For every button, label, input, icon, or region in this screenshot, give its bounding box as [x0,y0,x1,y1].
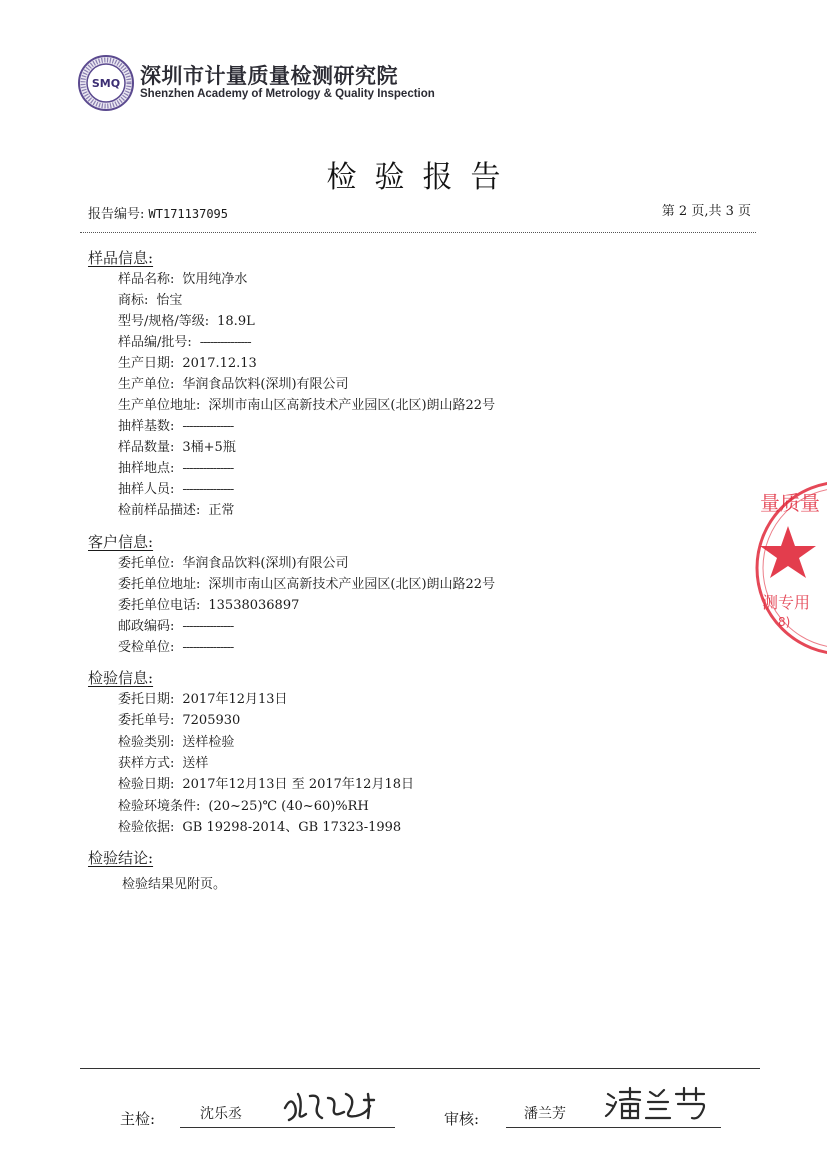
info-row-label: 获样方式: [118,755,175,771]
info-row-label: 生产单位: [118,377,175,392]
inspector-handwritten-signature [280,1086,390,1126]
info-row-value: 3桶+5瓶 [182,440,236,455]
reviewer-signature-line [506,1127,721,1128]
info-row-value: 2017年12月13日 至 2017年12月18日 [182,777,414,793]
info-row-value: 13538036897 [208,598,300,613]
info-row-label: 委托单号: [118,713,175,729]
logo-text: SMQ [91,77,121,90]
info-row [118,272,247,288]
reviewer-name: 潘兰芳 [524,1106,566,1122]
report-number-label: 报告编号: [88,207,145,222]
org-name-en: Shenzhen Academy of Metrology & Quality Inspection [140,88,435,100]
section-title-conclusion: 检验结论: [88,849,154,867]
info-row-label: 委托单位: [118,556,175,571]
info-row [118,314,255,330]
info-row-value: 2017年12月13日 [182,692,288,707]
stamp-text-bottom: 8) [778,615,791,629]
header-divider [80,232,756,233]
info-row [118,503,234,519]
info-row [118,756,208,772]
info-row-label: 委托日期: [118,692,175,707]
info-row [118,713,240,729]
conclusion-text: 检验结果见附页。 [122,877,227,892]
info-row-label: 检验日期: [118,777,175,793]
info-row [118,556,349,572]
info-row-value: 18.9L [217,314,255,329]
info-row-label: 抽样人员: [118,482,175,497]
info-row-value: (20~25)℃ (40~60)%RH [208,798,369,814]
info-row [118,356,257,372]
info-row-value: 正常 [208,503,235,518]
info-row [118,692,288,708]
section-title-inspection: 检验信息: [88,669,154,687]
info-row-value: 7205930 [182,713,241,729]
inspector-label: 主检: [120,1110,156,1128]
info-row [118,735,234,751]
info-row-label: 样品数量: [118,440,175,455]
info-row-value: --------------- [182,461,234,476]
info-row [118,398,495,414]
info-row-value: --------------- [199,335,251,350]
section-title-sample: 样品信息: [88,249,154,267]
info-row-label: 生产日期: [118,356,175,371]
report-title: 检验报告 [326,160,519,195]
footer-divider [80,1068,760,1069]
info-row-value: 饮用纯净水 [182,272,248,287]
info-row-value: 华润食品饮料(深圳)有限公司 [182,556,349,571]
info-row-label: 商标: [118,293,149,308]
info-row-label: 样品名称: [118,272,175,287]
info-row-value: 送样检验 [182,734,235,750]
official-seal-stamp [748,478,827,658]
info-row-label: 生产单位地址: [118,398,201,413]
page-info: 第 2 页,共 3 页 [661,204,751,219]
info-row [118,777,414,793]
info-row-value: GB 19298-2014、GB 17323-1998 [182,819,402,835]
info-row-label: 邮政编码: [118,619,175,634]
info-row [118,482,233,498]
info-row-label: 型号/规格/等级: [118,314,210,329]
info-row [118,640,233,656]
info-row-value: 深圳市南山区高新技术产业园区(北区)朗山路22号 [208,398,496,413]
stamp-text-mid: 测专用 [762,593,811,612]
info-row-value: 深圳市南山区高新技术产业园区(北区)朗山路22号 [208,577,496,592]
info-row [118,820,401,836]
info-row-value: --------------- [182,619,234,634]
info-row-label: 抽样基数: [118,419,175,434]
info-row [118,419,233,435]
info-row-label: 样品编/批号: [118,335,192,350]
info-row [118,619,233,635]
info-row-value: 怡宝 [156,293,183,308]
info-row [118,577,495,593]
info-row-label: 检验环境条件: [118,798,201,814]
info-row-label: 检验依据: [118,819,175,835]
section-title-client: 客户信息: [88,533,154,551]
smq-logo [78,55,134,111]
org-name-cn: 深圳市计量质量检测研究院 [140,64,398,88]
report-number [88,203,228,222]
info-row-label: 抽样地点: [118,461,175,476]
info-row [118,598,299,614]
info-row-label: 检验类别: [118,734,175,750]
reviewer-label: 审核: [444,1110,480,1128]
inspector-signature-line [180,1127,395,1128]
info-row [118,440,236,456]
info-row [118,377,349,393]
info-row [118,335,251,351]
info-row-value: --------------- [182,640,234,655]
reviewer-handwritten-signature [604,1084,714,1124]
info-row-label: 委托单位地址: [118,577,201,592]
info-row [118,799,369,815]
info-row-value: 2017.12.13 [182,356,257,371]
info-row [118,293,182,309]
info-row-value: --------------- [182,419,234,434]
info-row-label: 委托单位电话: [118,598,201,613]
info-row-label: 检前样品描述: [118,503,201,518]
inspector-name: 沈乐丞 [200,1106,242,1122]
info-row-value: 送样 [182,755,209,771]
report-number-value: WT171137095 [148,207,229,221]
info-row-value: 华润食品饮料(深圳)有限公司 [182,377,349,392]
info-row-label: 受检单位: [118,640,175,655]
info-row [118,461,233,477]
stamp-text-top: 量质量 [760,491,820,515]
info-row-value: --------------- [182,482,234,497]
